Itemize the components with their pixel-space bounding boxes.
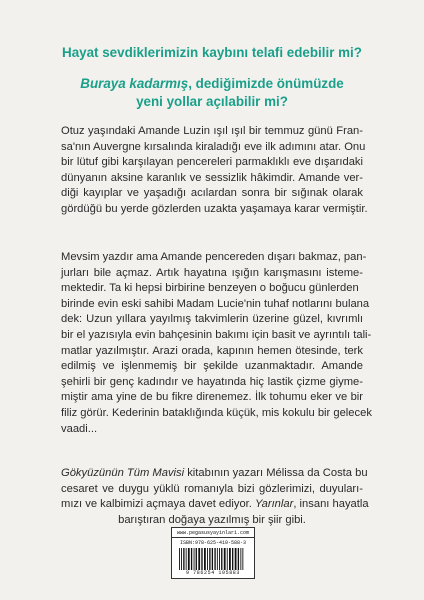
book-title-reference: Yarınlar: [255, 498, 294, 511]
barcode-bar: [196, 548, 197, 570]
blurb-paragraph-2: [61, 250, 372, 437]
text-line: diği kayıplar ve yaşadığı acılardan sonra bir sığınak olarak: [61, 187, 363, 200]
barcode-bar: [181, 548, 182, 570]
headline-line-2-emphasis: Buraya kadarmış: [80, 76, 189, 91]
text-line: Otuz yaşındaki Amande Luzin ışıl ışıl bir temmuz günü Fran-: [61, 125, 363, 137]
barcode-bar: [194, 548, 195, 570]
barcode-bar: [198, 548, 200, 570]
text-line: dünyanın aksine karanlık ve sessizlik hâkimdir. Amande ver-: [61, 171, 363, 184]
text-line: bir el yazısıyla evin bahçesinin bakımı için basit ve ayrıntılı tali-: [61, 328, 372, 341]
barcode-bar: [188, 548, 190, 570]
text-line: vaadi...: [61, 422, 98, 435]
barcode-bar: [219, 548, 220, 570]
text-line: birinde evin eski sahibi Madam Lucie'nin tuhaf notlarını bulana: [61, 297, 370, 310]
text-line: bir lütuf gibi karşılayan pencereleri parmaklıklı eve dışarıdaki: [61, 156, 363, 169]
isbn-text: ISBN:978-625-410-588-3: [179, 540, 246, 546]
barcode-bars: [178, 548, 248, 570]
barcode-bar: [209, 548, 210, 570]
text-fragment: kitabının yazarı Mélissa da Costa bu: [184, 467, 368, 479]
barcode-bar: [221, 548, 222, 570]
text-line: matlar yazılmıştır. Arazi orada, kapının hemen ötesinde, terk: [61, 344, 363, 357]
barcode-bar: [212, 548, 213, 570]
book-title-reference: Gökyüzünün Tüm Mavisi: [61, 467, 185, 479]
barcode-bar: [240, 548, 241, 570]
barcode-bar: [179, 548, 180, 570]
barcode-bar: [191, 548, 192, 570]
text-line: edilmiş ve işlenmemiş bir şekilde uzanmaktadır. Amande: [61, 360, 363, 373]
text-line: cesaret ve duygu yüklü romanıyla bizi gözlerimizi, duyuları-: [61, 482, 363, 495]
barcode-bar: [201, 548, 202, 570]
text-line: [61, 466, 368, 482]
headline-question-2: [40, 75, 384, 111]
barcode-digits: 9 786254 105883: [185, 570, 240, 576]
barcode-bar: [229, 548, 231, 570]
text-line: miştir ama yine de bu fikre direnemez. İlk tohumu eker ve bir: [61, 391, 363, 404]
barcode-bar: [224, 548, 226, 570]
barcode-bar: [232, 548, 233, 570]
barcode-bar: [242, 548, 243, 570]
barcode-bar: [217, 548, 218, 570]
text-line: Mevsim yazdır ama Amande pencereden dışarı bakmaz, pan-: [61, 251, 367, 263]
barcode-label: [171, 527, 255, 579]
barcode-bar: [235, 548, 237, 570]
text-fragment: mızı ve kalbimizi açmaya davet ediyor.: [61, 498, 255, 511]
text-line: filiz görür. Kederinin bataklığında küçük, mis kokulu bir gelecek: [61, 406, 372, 419]
text-line: mektedir. Ta ki hepsi birbirine benzeyen o boğucu günlerden: [61, 282, 359, 295]
headline-line-3: yeni yollar açılabilir mi?: [136, 94, 288, 109]
text-line: dek: Uzun yıllara yayılmış takvimlerin üzerine güzel, kıvrımlı: [61, 313, 363, 326]
text-fragment: , insanı hayatla: [293, 498, 369, 511]
barcode-bar: [207, 548, 208, 570]
barcode-bar: [227, 548, 228, 570]
text-line: sa'nın Auvergne kırsalında kiraladığı eve ilk adımını atar. Onu: [61, 140, 366, 153]
barcode-bar: [204, 548, 206, 570]
headline-line-2-rest: , dediğimizde önümüzde: [188, 76, 344, 91]
headline-question-1: [40, 44, 384, 62]
barcode-bar: [238, 548, 239, 570]
text-line: şehirli bir genç kadındır ve hayatında hiç lastik çizme giyme-: [61, 375, 363, 388]
text-line: [61, 497, 369, 513]
blurb-paragraph-1: [61, 124, 368, 218]
blurb-paragraph-3: [61, 466, 369, 528]
text-line: barıştıran doğaya yazılmış bir şiir gibi.: [118, 513, 306, 526]
headline-line-1: Hayat sevdiklerimizin kaybını telafi edebilir mi?: [62, 45, 362, 60]
text-line: gördüğü bu yerde gözlerden uzakta yaşamaya karar vermiştir.: [61, 202, 368, 215]
barcode-bar: [186, 548, 187, 570]
barcode-bar: [214, 548, 215, 570]
text-line: jurları bile açmaz. Artık hayatına ışığın karışmasını isteme-: [61, 266, 363, 279]
publisher-url: www.pegasusyayinlari.com: [172, 529, 254, 538]
barcode-bar: [183, 548, 184, 570]
